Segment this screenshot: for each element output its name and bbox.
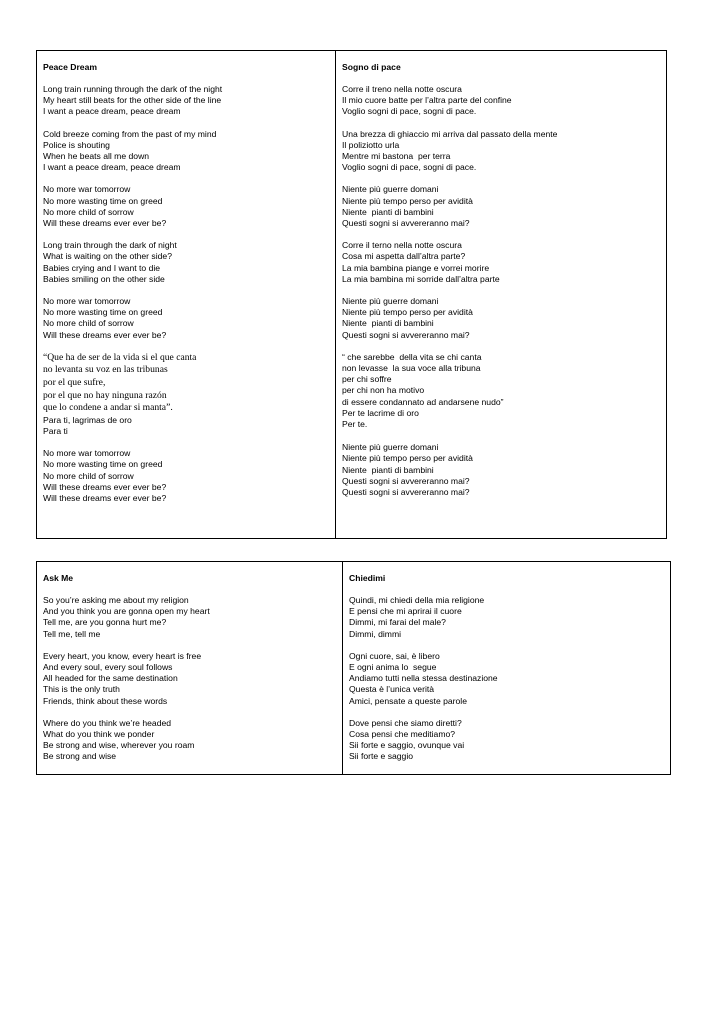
lyric-line: Long train running through the dark of the night	[43, 84, 223, 94]
lyric-line: No more child of sorrow	[43, 470, 134, 481]
lyric-line: Niente più tempo perso per avidità	[342, 195, 473, 206]
lyric-line: No more wasting time on greed	[43, 459, 163, 470]
lyric-line: Questi sogni si avvereranno mai?	[342, 218, 470, 229]
lyric-line: Niente più guerre domani	[342, 442, 439, 453]
lyric-line: Una brezza di ghiaccio mi arriva dal passato della mente	[342, 128, 558, 139]
peace-dream-english-column	[37, 51, 336, 538]
lyric-line: And you think you are gonna open my heart	[43, 606, 210, 617]
lyric-line: no levanta su voz en las tribunas	[43, 364, 168, 376]
lyric-line: por el que no hay ninguna razón	[43, 389, 167, 401]
lyric-line: No more wasting time on greed	[43, 195, 163, 206]
lyric-line: Dove pensi che siamo diretti?	[349, 717, 462, 728]
lyric-line: Will these dreams ever ever be?	[43, 481, 167, 492]
lyric-line: Will these dreams ever ever be?	[43, 329, 167, 340]
ask-me-table	[36, 561, 671, 775]
lyric-line: per chi non ha motivo	[342, 385, 425, 396]
lyric-line: Per te.	[342, 419, 368, 430]
lyric-line: Quindi, mi chiedi della mia religione	[349, 595, 485, 605]
stanza	[342, 84, 660, 118]
ask-me-italian-column	[343, 562, 670, 774]
lyric-line: No more war tomorrow	[43, 296, 131, 307]
lyric-line: Sii forte e saggio, ovunque vai	[349, 740, 465, 751]
lyric-line: No more war tomorrow	[43, 448, 131, 459]
lyric-line: Be strong and wise, wherever you roam	[43, 740, 195, 751]
lyric-line: non levasse la sua voce alla tribuna	[342, 363, 481, 374]
lyric-line: Niente pianti di bambini	[342, 318, 434, 329]
lyric-line: So you’re asking me about my religion	[43, 595, 189, 605]
lyric-line: Be strong and wise	[43, 751, 117, 762]
lyric-line: No more war tomorrow	[43, 184, 131, 195]
stanza	[43, 84, 329, 118]
lyric-line: All headed for the same destination	[43, 673, 178, 684]
song-title-italian: Sogno di pace	[342, 62, 401, 72]
lyric-line: “ che sarebbe della vita se chi canta	[342, 351, 482, 362]
stanza	[43, 718, 336, 763]
song-title-italian: Chiedimi	[349, 573, 386, 583]
lyric-line: Questi sogni si avvereranno mai?	[342, 487, 470, 498]
peace-dream-table	[36, 50, 667, 539]
stanza	[349, 651, 664, 707]
lyric-line: Corre il treno nella notte oscura	[342, 84, 462, 94]
stanza	[342, 240, 660, 285]
stanza	[349, 595, 664, 640]
lyric-line: di essere condannato ad andarsene nudo”	[342, 396, 504, 407]
lyric-line: When he beats all me down	[43, 151, 150, 162]
lyric-line: Will these dreams ever ever be?	[43, 493, 167, 504]
stanza	[43, 129, 329, 174]
lyric-line: My heart still beats for the other side of the line	[43, 95, 222, 106]
lyric-line: La mia bambina mi sorride dall’altra parte	[342, 273, 500, 284]
lyric-line: Mentre mi bastona per terra	[342, 151, 451, 162]
lyric-line: Babies crying and I want to die	[43, 262, 161, 273]
lyric-line: Babies smiling on the other side	[43, 273, 165, 284]
lyric-line: Long train through the dark of night	[43, 240, 177, 251]
lyric-line: Questi sogni si avvereranno mai?	[342, 475, 470, 486]
lyric-line: La mia bambina piange e vorrei morire	[342, 262, 490, 273]
peace-dream-italian-column	[336, 51, 666, 538]
lyric-line: Cold breeze coming from the past of my mind	[43, 128, 217, 139]
song-title-english: Peace Dream	[43, 62, 97, 72]
stanza	[342, 442, 660, 498]
lyric-line: E ogni anima lo segue	[349, 662, 437, 673]
lyric-line: I want a peace dream, peace dream	[43, 162, 181, 173]
lyric-line: Cosa pensi che meditiamo?	[349, 729, 456, 740]
lyric-line: Niente più tempo perso per avidità	[342, 453, 473, 464]
stanza	[43, 595, 336, 640]
lyric-line: Amici, pensate a queste parole	[349, 695, 467, 706]
lyric-line: Friends, think about these words	[43, 695, 168, 706]
lyric-line: Corre il terno nella notte oscura	[342, 240, 462, 251]
stanza	[342, 352, 660, 430]
spanish-quote-stanza	[43, 352, 329, 437]
stanza	[43, 184, 329, 229]
stanza	[43, 296, 329, 341]
stanza	[342, 296, 660, 341]
lyric-line: Ogni cuore, sai, è libero	[349, 650, 440, 661]
song-title-english: Ask Me	[43, 573, 74, 583]
lyric-line: E pensi che mi aprirai il cuore	[349, 606, 462, 617]
lyric-line: Police is shouting	[43, 139, 110, 150]
stanza	[342, 129, 660, 174]
lyric-line: This is the only truth	[43, 684, 120, 695]
lyric-line: Niente più guerre domani	[342, 296, 439, 307]
lyric-line: Andiamo tutti nella stessa destinazione	[349, 673, 498, 684]
lyric-line: Niente pianti di bambini	[342, 464, 434, 475]
lyric-line: per chi soffre	[342, 374, 392, 385]
lyric-line: Cosa mi aspetta dall’altra parte?	[342, 251, 466, 262]
lyric-line: What do you think we ponder	[43, 729, 155, 740]
lyric-line: What is waiting on the other side?	[43, 251, 172, 262]
lyric-line: Il poliziotto urla	[342, 139, 400, 150]
lyric-line: And every soul, every soul follows	[43, 662, 173, 673]
lyric-line: Para ti	[43, 426, 68, 437]
stanza	[342, 184, 660, 229]
lyric-line: Niente pianti di bambini	[342, 206, 434, 217]
lyric-line: I want a peace dream, peace dream	[43, 106, 181, 117]
stanza	[43, 240, 329, 285]
ask-me-english-column	[37, 562, 343, 774]
lyric-line: Per te lacrime di oro	[342, 407, 419, 418]
lyric-line: Dimmi, dimmi	[349, 628, 402, 639]
lyric-line: que lo condene a andar si manta”.	[43, 402, 173, 414]
lyric-line: Para ti, lagrimas de oro	[43, 414, 132, 425]
lyric-line: Dimmi, mi farai del male?	[349, 617, 446, 628]
lyric-line: Voglio sogni di pace, sogni di pace.	[342, 162, 477, 173]
lyric-line: por el que sufre,	[43, 377, 106, 389]
lyric-line: Sii forte e saggio	[349, 751, 414, 762]
lyric-line: No more wasting time on greed	[43, 307, 163, 318]
lyric-line: Tell me, are you gonna hurt me?	[43, 617, 167, 628]
lyric-line: No more child of sorrow	[43, 318, 134, 329]
lyric-line: Questi sogni si avvereranno mai?	[342, 329, 470, 340]
lyric-line: No more child of sorrow	[43, 206, 134, 217]
lyric-line: Voglio sogni di pace, sogni di pace.	[342, 106, 477, 117]
lyric-line: Tell me, tell me	[43, 628, 101, 639]
lyric-line: Niente più guerre domani	[342, 184, 439, 195]
lyric-line: Will these dreams ever ever be?	[43, 218, 167, 229]
stanza	[43, 448, 329, 504]
lyric-line: Niente più tempo perso per avidità	[342, 307, 473, 318]
lyric-line: Every heart, you know, every heart is free	[43, 650, 202, 661]
stanza	[349, 718, 664, 763]
lyric-line: “Que ha de ser de la vida si el que canta	[43, 351, 197, 363]
lyric-line: Questa è l’unica verità	[349, 684, 435, 695]
stanza	[43, 651, 336, 707]
lyric-line: Where do you think we’re headed	[43, 717, 172, 728]
lyric-line: Il mio cuore batte per l’altra parte del confine	[342, 95, 512, 106]
